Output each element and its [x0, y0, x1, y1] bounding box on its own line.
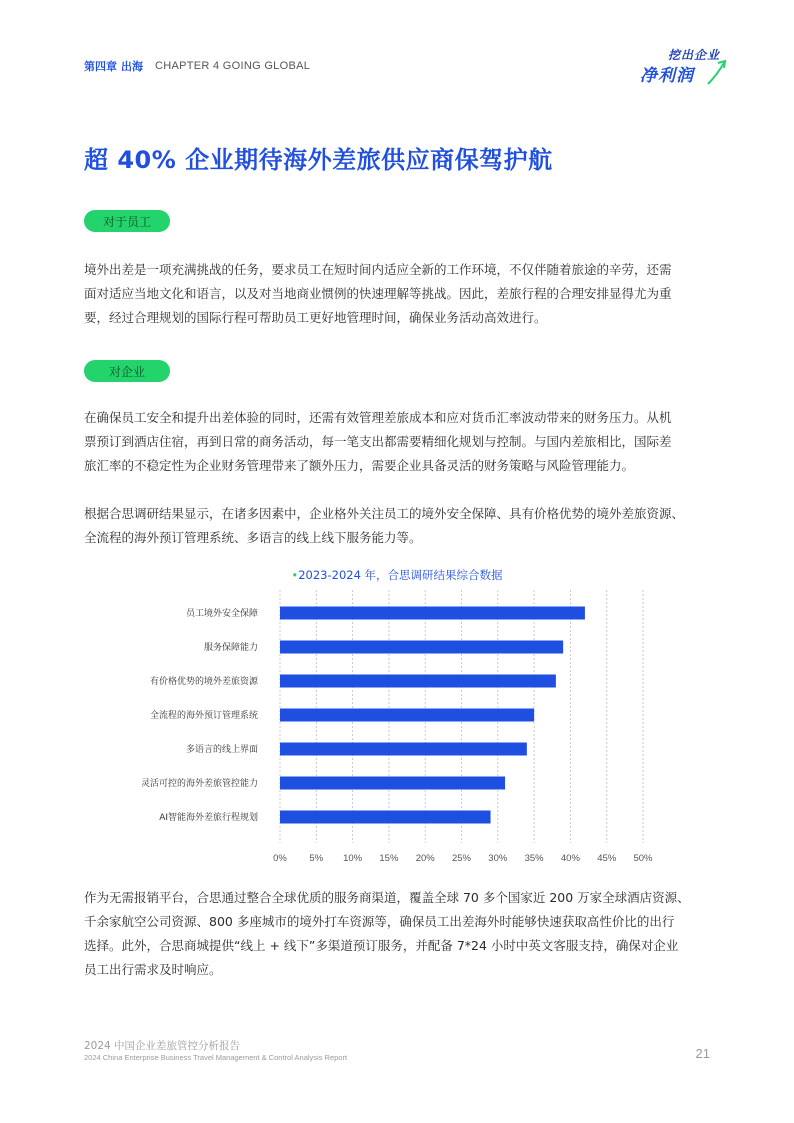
brand-logo [636, 44, 728, 90]
bullet-icon: • [291, 568, 299, 582]
paragraph-enterprise [84, 406, 712, 478]
x-tick-label: 15% [379, 853, 399, 864]
category-label: 多语言的线上界面 [185, 745, 258, 755]
text-line: 作为无需报销平台，合思通过整合全球优质的服务商渠道，覆盖全球 70 多个国家近 200 万家全球酒店资源、 [84, 890, 690, 905]
section-pill-employees: 对于员工 [84, 210, 170, 232]
x-tick-label: 45% [597, 853, 617, 864]
x-tick-label: 10% [343, 853, 363, 864]
text-line: 面对适应当地文化和语言，以及对当地商业惯例的快速理解等挑战。因此，差旅行程的合理安排显得尤为重 [84, 286, 672, 301]
paragraph-platform [84, 886, 712, 982]
text-line: 员工出行需求及时响应。 [84, 962, 222, 977]
chapter-name-en: CHAPTER 4 GOING GLOBAL [155, 60, 311, 72]
text-line: 全流程的海外预订管理系统、多语言的线上线下服务能力等。 [84, 530, 422, 545]
bar [280, 607, 585, 620]
text-line: 在确保员工安全和提升出差体验的同时，还需有效管理差旅成本和应对货币汇率波动带来的财务压力。从机 [84, 410, 672, 425]
category-label: 服务保障能力 [203, 643, 258, 653]
paragraph-employees [84, 258, 712, 330]
text-line: 千余家航空公司资源、800 多座城市的境外打车资源等，确保员工出差海外时能够快速获取高性价比的出行 [84, 914, 675, 929]
logo-line2: 净利润 [640, 66, 694, 86]
category-label: AI智能海外差旅行程规划 [159, 813, 258, 823]
logo-line1: 挖出企业 [667, 48, 720, 62]
text-line: 旅汇率的不稳定性为企业财务管理带来了额外压力，需要企业具备灵活的财务策略与风险管理能力。 [84, 458, 635, 473]
bar [280, 709, 534, 722]
x-tick-label: 35% [524, 853, 544, 864]
text-line: 选择。此外，合思商城提供“线上 + 线下”多渠道预订服务，并配备 7*24 小时中英文客服支持，确保对企业 [84, 938, 679, 953]
x-tick-label: 0% [273, 853, 287, 864]
text-line: 要，经过合理规划的国际行程可帮助员工更好地管理时间，确保业务活动高效进行。 [84, 310, 547, 325]
x-tick-label: 25% [451, 853, 472, 864]
chart-title-text: 2023-2024 年，合思调研结果综合数据 [298, 568, 503, 582]
running-header [84, 58, 310, 74]
section-pill-enterprise: 对企业 [84, 360, 170, 382]
arrow-up-icon [706, 58, 728, 86]
chapter-name: 出海 [121, 60, 143, 73]
paragraph-survey [84, 502, 712, 550]
text-line: 票预订到酒店住宿，再到日常的商务活动，每一笔支出都需要精细化规划与控制。与国内差旅相比，国际差 [84, 434, 672, 449]
bar [280, 641, 563, 654]
bar-chart [0, 590, 794, 870]
bar [280, 777, 505, 790]
x-tick-label: 40% [560, 853, 580, 864]
x-tick-label: 20% [415, 853, 435, 864]
x-tick-label: 5% [309, 853, 324, 864]
category-label: 有价格优势的境外差旅资源 [149, 677, 258, 687]
category-label: 全流程的海外预订管理系统 [149, 711, 258, 721]
page-number: 21 [695, 1046, 710, 1061]
footer-report-title: 2024 中国企业差旅管控分析报告 [84, 1040, 241, 1052]
category-label: 灵活可控的海外差旅管控能力 [140, 779, 258, 789]
chart-title [0, 567, 794, 583]
x-tick-label: 50% [633, 853, 653, 864]
chapter-number: 第四章 [84, 60, 117, 73]
x-tick-label: 30% [488, 853, 508, 864]
bar [280, 811, 491, 824]
bar [280, 675, 556, 688]
category-label: 员工境外安全保障 [185, 609, 258, 619]
footer-report-title-en: 2024 China Enterprise Business Travel Management & Control Analysis Report [84, 1053, 348, 1062]
text-line: 境外出差是一项充满挑战的任务，要求员工在短时间内适应全新的工作环境，不仅伴随着旅途的辛劳，还需 [84, 262, 672, 277]
page-title: 超 40% 企业期待海外差旅供应商保驾护航 [84, 146, 553, 174]
bar [280, 743, 527, 756]
text-line: 根据合思调研结果显示，在诸多因素中，企业格外关注员工的境外安全保障、具有价格优势的境外差旅资源、 [84, 506, 685, 521]
